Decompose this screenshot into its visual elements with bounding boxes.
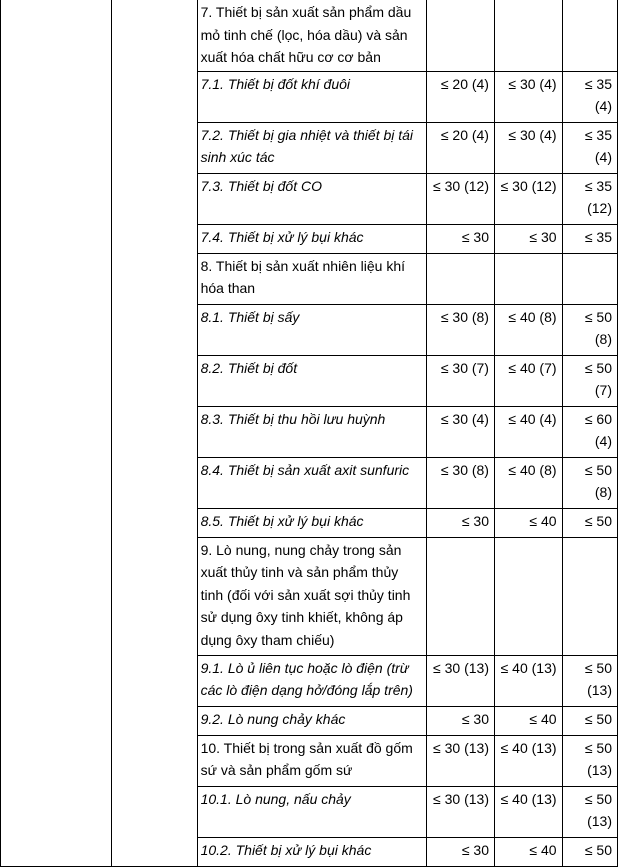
limit-value-1: ≤ 30 [427,706,495,735]
limit-value-2: ≤ 30 (12) [494,173,562,224]
equipment-label: 10.1. Lò nung, nấu chảy [197,786,427,837]
limit-value-3: ≤ 50 [562,837,617,866]
limit-value-2: ≤ 40 [494,837,562,866]
equipment-label: 8. Thiết bị sản xuất nhiên liệu khí hóa than [197,253,427,304]
limit-value-3 [562,0,617,71]
limit-value-3: ≤ 35 (4) [562,122,617,173]
limit-value-1: ≤ 30 (13) [427,735,495,786]
limit-value-1: ≤ 30 (8) [427,304,495,355]
limit-value-3: ≤ 50 (13) [562,735,617,786]
limit-value-1: ≤ 30 [427,224,495,253]
limit-value-1: ≤ 30 (7) [427,355,495,406]
limit-value-1: ≤ 30 (8) [427,457,495,508]
limit-value-3: ≤ 50 (13) [562,655,617,706]
equipment-label: 7.4. Thiết bị xử lý bụi khác [197,224,427,253]
limit-value-3: ≤ 35 [562,224,617,253]
limit-value-3: ≤ 50 [562,706,617,735]
limit-value-2: ≤ 40 (8) [494,457,562,508]
equipment-label: 8.4. Thiết bị sản xuất axit sunfuric [197,457,427,508]
limit-value-2: ≤ 30 [494,224,562,253]
limit-value-2: ≤ 40 (4) [494,406,562,457]
limit-value-3: ≤ 50 (8) [562,457,617,508]
limit-value-3: ≤ 60 (4) [562,406,617,457]
limit-value-3 [562,537,617,655]
blank-cell-subcategory [111,0,197,866]
limit-value-2 [494,537,562,655]
limit-value-2 [494,253,562,304]
limit-value-1: ≤ 20 (4) [427,71,495,122]
equipment-label: 7.1. Thiết bị đốt khí đuôi [197,71,427,122]
limit-value-3: ≤ 50 (7) [562,355,617,406]
limit-value-3 [562,253,617,304]
limit-value-2: ≤ 40 [494,706,562,735]
table-body [1,0,618,866]
equipment-label: 8.3. Thiết bị thu hồi lưu huỳnh [197,406,427,457]
equipment-label: 8.1. Thiết bị sấy [197,304,427,355]
limit-value-2: ≤ 30 (4) [494,122,562,173]
limit-value-2: ≤ 40 (13) [494,735,562,786]
limit-value-2: ≤ 40 (13) [494,786,562,837]
limit-value-2 [494,0,562,71]
equipment-label: 8.2. Thiết bị đốt [197,355,427,406]
equipment-label: 10.2. Thiết bị xử lý bụi khác [197,837,427,866]
equipment-label: 8.5. Thiết bị xử lý bụi khác [197,508,427,537]
limit-value-1: ≤ 30 (13) [427,786,495,837]
equipment-label: 9. Lò nung, nung chảy trong sản xuất thủy tinh và sản phẩm thủy tinh (đối với sản xuất sợi thủy tinh sử dụng ôxy tinh khiết, không áp dụng ôxy tham chiếu) [197,537,427,655]
limit-value-1: ≤ 30 (12) [427,173,495,224]
limit-value-1 [427,537,495,655]
limit-value-3: ≤ 50 (8) [562,304,617,355]
limit-value-2: ≤ 30 (4) [494,71,562,122]
limit-value-1: ≤ 30 (4) [427,406,495,457]
equipment-label: 10. Thiết bị trong sản xuất đồ gốm sứ và sản phẩm gốm sứ [197,735,427,786]
equipment-label: 7.3. Thiết bị đốt CO [197,173,427,224]
limit-value-1: ≤ 30 [427,837,495,866]
equipment-label: 7. Thiết bị sản xuất sản phẩm dầu mỏ tinh chế (lọc, hóa dầu) và sản xuất hóa chất hữu cơ cơ bản [197,0,427,71]
equipment-label: 9.2. Lò nung chảy khác [197,706,427,735]
limit-value-2: ≤ 40 [494,508,562,537]
limit-value-1: ≤ 20 (4) [427,122,495,173]
limit-value-1 [427,253,495,304]
table-row [1,0,618,71]
equipment-label: 9.1. Lò ủ liên tục hoặc lò điện (trừ các lò điện dạng hở/đóng lắp trên) [197,655,427,706]
limit-value-1: ≤ 30 (13) [427,655,495,706]
limit-value-2: ≤ 40 (8) [494,304,562,355]
limit-value-1: ≤ 30 [427,508,495,537]
limit-value-3: ≤ 50 [562,508,617,537]
limit-value-2: ≤ 40 (13) [494,655,562,706]
limit-value-3: ≤ 35 (12) [562,173,617,224]
equipment-label: 7.2. Thiết bị gia nhiệt và thiết bị tái sinh xúc tác [197,122,427,173]
limit-value-3: ≤ 50 (13) [562,786,617,837]
limit-value-2: ≤ 40 (7) [494,355,562,406]
limit-value-3: ≤ 35 (4) [562,71,617,122]
blank-cell-category [1,0,112,866]
limit-value-1 [427,0,495,71]
